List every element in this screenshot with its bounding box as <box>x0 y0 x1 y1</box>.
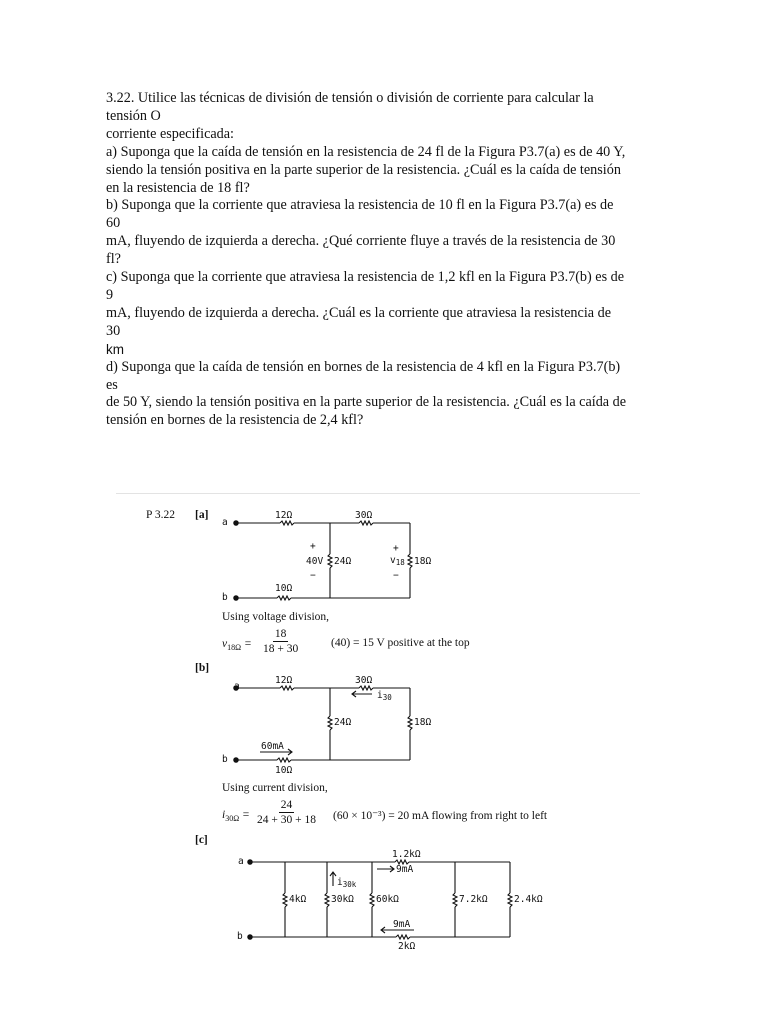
problem-line: mA, fluyendo de izquierda a derecha. ¿Cuál es la corriente que atraviesa la resistencia de <box>106 304 611 321</box>
resistor-2k-label: 2kΩ <box>398 941 416 952</box>
problem-line: es <box>106 376 118 393</box>
method-text: Using current division, <box>222 782 328 794</box>
equation-lhs: $v_{18\Omega}$ = <box>222 638 252 652</box>
resistor-10-label: 10Ω <box>275 583 293 594</box>
node-a-label: a <box>238 856 244 867</box>
minus-sign: − <box>310 570 316 581</box>
resistor-1-2k-label: 1.2kΩ <box>392 849 421 860</box>
problem-line: corriente especificada: <box>106 125 234 142</box>
equation-rhs: (40) = 15 V positive at the top <box>331 637 470 649</box>
problem-line: 9 <box>106 286 114 303</box>
problem-line: tensión en bornes de la resistencia de 2,4 kfl? <box>106 412 364 429</box>
resistor-18-label: 18Ω <box>414 556 432 567</box>
problem-line: 30 <box>106 322 121 339</box>
equation-rhs: (60 × 10⁻³) = 20 mA flowing from right to left <box>333 810 548 822</box>
problem-line: tensión O <box>106 107 161 124</box>
resistor-30-label: 30Ω <box>355 675 373 686</box>
node-b-label: b <box>222 592 228 603</box>
plus-sign: + <box>393 543 399 554</box>
method-text: Using voltage division, <box>222 611 330 623</box>
i30-label: $i_{30}$ <box>377 690 392 702</box>
resistor-12-label: 12Ω <box>275 510 293 521</box>
problem-line: mA, fluyendo de izquierda a derecha. ¿Qué corriente fluye a través de la resistencia de 30 <box>106 233 616 250</box>
resistor-30k-label: 30kΩ <box>331 894 354 905</box>
problem-line: fl? <box>106 251 121 268</box>
plus-sign: + <box>310 541 316 552</box>
problem-line: en la resistencia de 18 fl? <box>106 179 250 196</box>
problem-line: a) Suponga que la caída de tensión en la resistencia de 24 fl de la Figura P3.7(a) es de 40 Y, <box>106 143 626 160</box>
resistor-2-4k-label: 2.4kΩ <box>514 894 543 905</box>
part-a-tag: [a] <box>195 509 209 521</box>
node-b-label: b <box>222 754 228 765</box>
minus-sign: − <box>393 570 399 581</box>
resistor-24-label: 24Ω <box>334 556 352 567</box>
i30k-label: $i_{30k}$ <box>337 877 357 889</box>
source-current-label: 60mA <box>261 741 284 752</box>
resistor-24-label: 24Ω <box>334 717 352 728</box>
resistor-30-label: 30Ω <box>355 510 373 521</box>
resistor-18-label: 18Ω <box>414 717 432 728</box>
problem-line: b) Suponga que la corriente que atraviesa la resistencia de 10 fl en la Figura P3.7(a) es de <box>106 197 614 214</box>
resistor-12-label: 12Ω <box>275 675 293 686</box>
equation-lhs: $i_{30\Omega}$ = <box>222 809 250 823</box>
resistor-10-label: 10Ω <box>275 765 293 776</box>
equation-fraction: $\frac{18}{18 + 30}$ <box>263 628 299 655</box>
equation-fraction: $\frac{24}{24 + 30 + 18}$ <box>257 799 316 826</box>
current-9ma-bottom-label: 9mA <box>393 919 411 930</box>
node-a-label: a <box>234 681 240 692</box>
problem-line: 3.22. Utilice las técnicas de división de tensión o división de corriente para calcular la <box>106 90 594 106</box>
solution-label: P 3.22 <box>146 509 175 521</box>
problem-line: km <box>106 341 124 357</box>
resistor-7-2k-label: 7.2kΩ <box>459 894 488 905</box>
problem-line: c) Suponga que la corriente que atraviesa la resistencia de 1,2 kfl en la Figura P3.7(b) es de <box>106 269 625 286</box>
node-b-label: b <box>237 931 243 942</box>
problem-line: siendo la tensión positiva en la parte superior de la resistencia. ¿Cuál es la caída de tensión <box>106 161 621 178</box>
current-9ma-top-label: 9mA <box>396 864 414 875</box>
node-a-label: a <box>222 517 228 528</box>
part-b-tag: [b] <box>195 662 210 674</box>
resistor-60k-label: 60kΩ <box>376 894 399 905</box>
voltage-40-label: 40V <box>306 556 324 567</box>
resistor-4k-label: 4kΩ <box>289 894 307 905</box>
v18-label: $v_{18}$ <box>390 555 405 567</box>
part-c-tag: [c] <box>195 834 208 846</box>
problem-line: 60 <box>106 215 121 232</box>
problem-line: d) Suponga que la caída de tensión en bornes de la resistencia de 4 kfl en la Figura P3.7(b) <box>106 358 621 375</box>
problem-line: de 50 Y, siendo la tensión positiva en la parte superior de la resistencia. ¿Cuál es la caída de <box>106 394 627 411</box>
